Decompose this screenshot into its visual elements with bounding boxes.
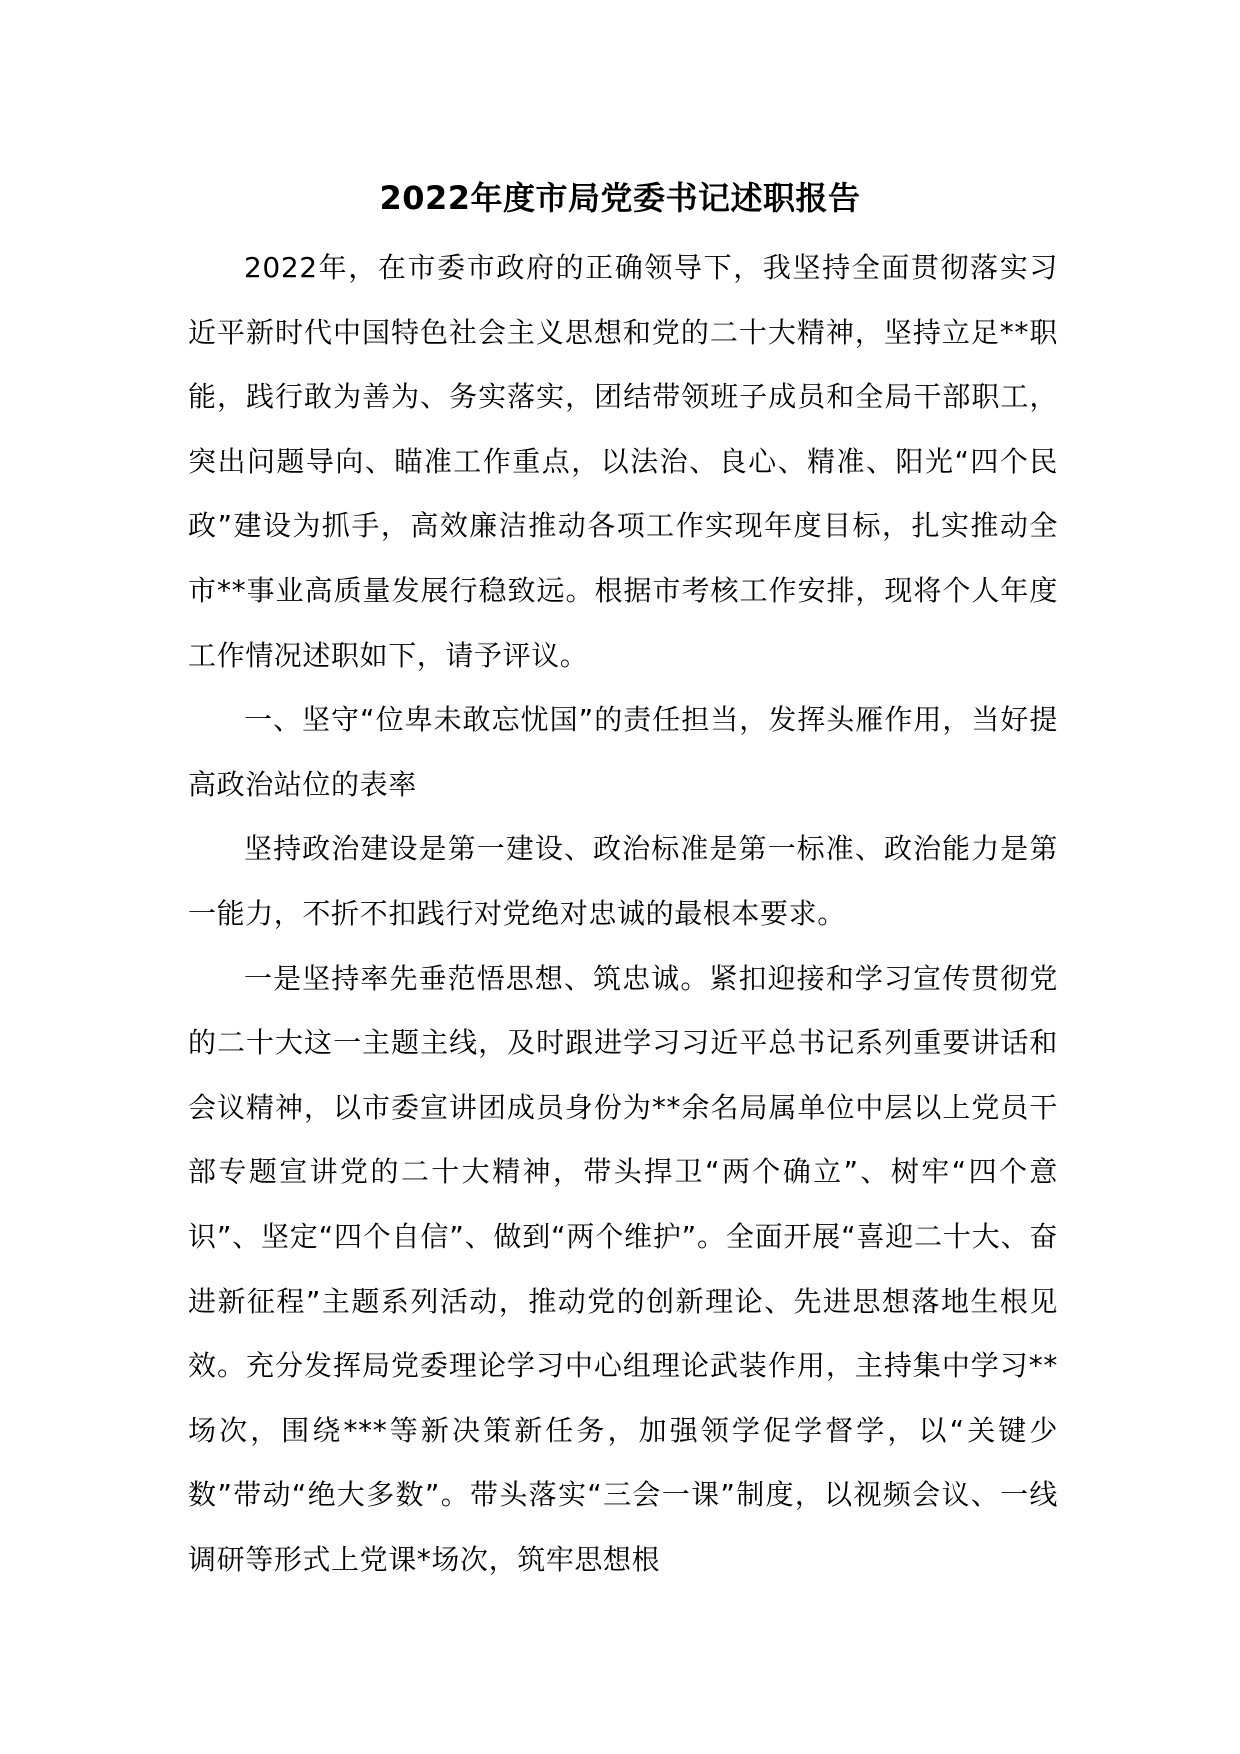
section-heading-1: 一、坚守“位卑未敢忘忧国”的责任担当，发挥头雁作用，当好提高政治站位的表率	[188, 703, 1058, 801]
paragraph-section-1-summary: 坚持政治建设是第一建设、政治标准是第一标准、政治能力是第一能力，不折不扣践行对党绝对忠诚的最根本要求。	[188, 832, 1058, 930]
document-body	[188, 236, 1058, 1592]
document-title: 2022年度市局党委书记述职报告	[379, 179, 861, 217]
paragraph-intro: 2022年，在市委市政府的正确领导下，我坚持全面贯彻落实习近平新时代中国特色社会主义思想和党的二十大精神，坚持立足**职能，践行敢为善为、务实落实，团结带领班子成员和全局干部职工，突出问题导向、瞄准工作重点，以法治、良心、精准、阳光“四个民政”建设为抓手，高效廉洁推动各项工作实现年度目标，扎实推动全市**事业高质量发展行稳致远。根据市考核工作安排，现将个人年度工作情况述职如下，请予评议。	[188, 251, 1058, 672]
paragraph-point-1: 一是坚持率先垂范悟思想、筑忠诚。紧扣迎接和学习宣传贯彻党的二十大这一主题主线，及时跟进学习习近平总书记系列重要讲话和会议精神，以市委宣讲团成员身份为**余名局属单位中层以上党员干部专题宣讲党的二十大精神，带头捍卫“两个确立”、树牢“四个意识”、坚定“四个自信”、做到“两个维护”。全面开展“喜迎二十大、奋进新征程”主题系列活动，推动党的创新理论、先进思想落地生根见效。充分发挥局党委理论学习中心组理论武装作用，主持集中学习**场次，围绕***等新决策新任务，加强领学促学督学，以“关键少数”带动“绝大多数”。带头落实“三会一课”制度，以视频会议、一线调研等形式上党课*场次，筑牢思想根	[188, 961, 1058, 1576]
